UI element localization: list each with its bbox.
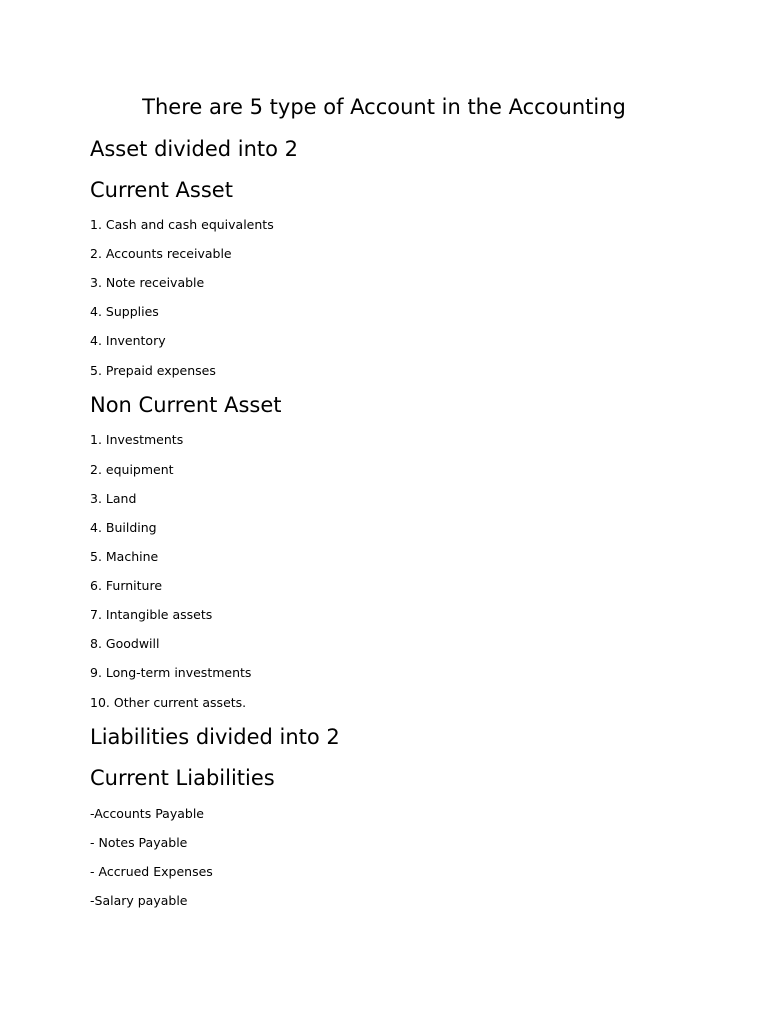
- liabilities-heading: Liabilities divided into 2: [90, 725, 340, 749]
- page-title: There are 5 type of Account in the Accounting: [142, 95, 626, 119]
- non-current-asset-item: 4. Building: [90, 520, 157, 535]
- current-liabilities-item: -Accounts Payable: [90, 806, 204, 821]
- non-current-asset-item: 9. Long-term investments: [90, 665, 252, 680]
- current-asset-heading: Current Asset: [90, 178, 233, 202]
- non-current-asset-item: 10. Other current assets.: [90, 695, 247, 710]
- non-current-asset-item: 8. Goodwill: [90, 636, 160, 651]
- current-liabilities-item: -Salary payable: [90, 893, 188, 908]
- current-liabilities-heading: Current Liabilities: [90, 766, 275, 790]
- current-asset-item: 5. Prepaid expenses: [90, 363, 216, 378]
- non-current-asset-item: 5. Machine: [90, 549, 159, 564]
- current-asset-item: 2. Accounts receivable: [90, 246, 232, 261]
- current-liabilities-item: - Notes Payable: [90, 835, 188, 850]
- non-current-asset-item: 6. Furniture: [90, 578, 163, 593]
- current-asset-item: 1. Cash and cash equivalents: [90, 217, 274, 232]
- non-current-asset-item: 2. equipment: [90, 462, 174, 477]
- non-current-asset-heading: Non Current Asset: [90, 393, 282, 417]
- non-current-asset-item: 1. Investments: [90, 432, 184, 447]
- current-liabilities-item: - Accrued Expenses: [90, 864, 213, 879]
- current-asset-item: 4. Inventory: [90, 333, 166, 348]
- non-current-asset-item: 7. Intangible assets: [90, 607, 213, 622]
- non-current-asset-item: 3. Land: [90, 491, 137, 506]
- current-asset-item: 4. Supplies: [90, 304, 159, 319]
- current-asset-item: 3. Note receivable: [90, 275, 205, 290]
- asset-heading: Asset divided into 2: [90, 137, 299, 161]
